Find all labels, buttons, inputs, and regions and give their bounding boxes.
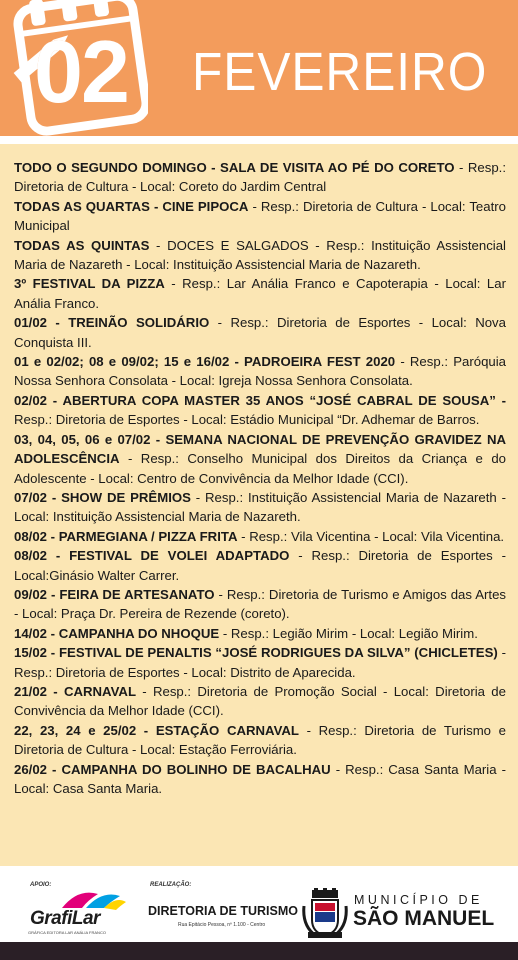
event-title: 08/02 - FESTIVAL DE VOLEI ADAPTADO bbox=[14, 548, 290, 564]
event-title: 26/02 - CAMPANHA DO BOLINHO DE BACALHAU bbox=[14, 761, 331, 777]
event-item bbox=[14, 274, 506, 313]
event-title: TODAS AS QUINTAS bbox=[14, 237, 150, 253]
event-item bbox=[14, 488, 506, 527]
event-title: 3º FESTIVAL DA PIZZA bbox=[14, 276, 165, 292]
event-details: - Resp.: Diretoria de Esportes - Local: Distrito de Aparecida. bbox=[14, 645, 506, 680]
event-item bbox=[14, 430, 506, 488]
municipio-label: MUNICÍPIO DE bbox=[354, 893, 483, 907]
event-details: - Resp.: Diretoria de Esportes - Local:Ginásio Walter Carrer. bbox=[14, 548, 506, 583]
event-item bbox=[14, 352, 506, 391]
event-details: - Resp.: Conselho Municipal dos Direitos da Criança e do Adolescente - Local: Centro de Convivência da Melhor Idade (CCI). bbox=[14, 451, 506, 486]
event-item bbox=[14, 585, 506, 624]
event-title: TODO O SEGUNDO DOMINGO - SALA DE VISITA AO PÉ DO CORETO bbox=[14, 160, 455, 175]
day-number: 02 bbox=[34, 22, 128, 121]
event-item bbox=[14, 391, 506, 430]
footer-bottom-bar bbox=[0, 942, 518, 960]
event-title: 21/02 - CARNAVAL bbox=[14, 683, 136, 699]
realizacao-label: REALIZAÇÃO: bbox=[150, 882, 192, 888]
event-title: 01 e 02/02; 08 e 09/02; 15 e 16/02 - PADROEIRA FEST 2020 bbox=[14, 354, 396, 370]
event-title: TODAS AS QUARTAS - CINE PIPOCA bbox=[14, 198, 249, 214]
municipio-name: SÃO MANUEL bbox=[353, 907, 495, 930]
event-details: - Resp.: Vila Vicentina - Local: Vila Vicentina. bbox=[237, 528, 505, 544]
apoio-label: APOIO: bbox=[30, 882, 52, 888]
diretoria-address: Rua Epitácio Pessoa, nº 1.100 - Centro bbox=[178, 922, 266, 928]
event-title: 15/02 - FESTIVAL DE PENALTIS “JOSÉ RODRIGUES DA SILVA” (CHICLETES) bbox=[14, 645, 498, 661]
event-item bbox=[14, 682, 506, 721]
event-title: 07/02 - SHOW DE PRÊMIOS bbox=[14, 489, 191, 505]
event-item bbox=[14, 313, 506, 352]
event-title: 22, 23, 24 e 25/02 - ESTAÇÃO CARNAVAL bbox=[14, 722, 299, 738]
diretoria-turismo: DIRETORIA DE TURISMO bbox=[148, 904, 299, 918]
event-item bbox=[14, 236, 506, 275]
event-item bbox=[14, 760, 506, 799]
event-title: 14/02 - CAMPANHA DO NHOQUE bbox=[14, 625, 220, 641]
month-title: FEVEREIRO bbox=[192, 42, 488, 102]
event-details: - Resp.: Diretoria de Cultura - Local: Teatro Municipal bbox=[14, 198, 506, 234]
event-title: 03, 04, 05, 06 e 07/02 - SEMANA NACIONAL DE PREVENÇÃO GRAVIDEZ NA ADOLESCÊNCIA bbox=[14, 431, 506, 467]
event-item bbox=[14, 546, 506, 585]
event-item bbox=[14, 197, 506, 236]
event-details: - Resp.: Diretoria de Esportes - Local: Nova Conquista III. bbox=[14, 315, 506, 350]
event-details: - DOCES E SALGADOS - Resp.: Instituição Assistencial Maria de Nazareth - Local: Instituição Assistencial Maria de Nazareth. bbox=[14, 237, 506, 273]
event-details: - Resp.: Diretoria de Promoção Social - Local: Diretoria de Convivência da Melhor Idade (CCI). bbox=[14, 683, 506, 719]
grafilar-subtitle: GRÁFICA EDITORA LAR ANÁLIA FRANCO bbox=[28, 930, 106, 935]
event-details: - Resp.: Diretoria de Turismo e Amigos das Artes - Local: Praça Dr. Pereira de Rezende (coreto). bbox=[14, 586, 506, 622]
event-item bbox=[14, 721, 506, 760]
event-item bbox=[14, 527, 506, 546]
grafilar-text: GrafiLar bbox=[30, 908, 100, 929]
event-details: - Resp.: Diretoria de Turismo e Diretoria de Cultura - Local: Estação Ferroviária. bbox=[14, 722, 506, 758]
event-item bbox=[14, 158, 506, 197]
event-title: 02/02 - ABERTURA COPA MASTER 35 ANOS “JOSÉ CABRAL DE SOUSA” - bbox=[14, 392, 506, 408]
grafilar-logo bbox=[24, 880, 134, 934]
header-divider bbox=[0, 136, 518, 144]
events-list bbox=[14, 158, 506, 798]
municipal-crest-icon bbox=[302, 888, 348, 940]
event-details: - Resp.: Lar Anália Franco e Capoterapia - Local: Lar Anália Franco. bbox=[14, 276, 506, 311]
event-title: 08/02 - PARMEGIANA / PIZZA FRITA bbox=[14, 528, 238, 544]
event-title: 09/02 - FEIRA DE ARTESANATO bbox=[14, 586, 215, 602]
header bbox=[0, 0, 518, 142]
event-details: Resp.: Diretoria de Esportes - Local: Estádio Municipal “Dr. Adhemar de Barros. bbox=[14, 412, 480, 428]
event-details: - Resp.: Casa Santa Maria - Local: Casa Santa Maria. bbox=[14, 761, 506, 796]
event-details: - Resp.: Instituição Assistencial Maria de Nazareth - Local: Instituição Assistencial Maria de Nazareth. bbox=[14, 489, 507, 525]
event-details: - Resp.: Diretoria de Cultura - Local: Coreto do Jardim Central bbox=[14, 160, 506, 195]
event-item bbox=[14, 624, 506, 643]
event-title: 01/02 - TREINÃO SOLIDÁRIO bbox=[14, 315, 210, 331]
event-details: - Resp.: Legião Mirim - Local: Legião Mirim. bbox=[219, 625, 478, 641]
event-item bbox=[14, 643, 506, 682]
event-details: - Resp.: Paróquia Nossa Senhora Consolata - Local: Igreja Nossa Senhora Consolata. bbox=[14, 354, 506, 389]
